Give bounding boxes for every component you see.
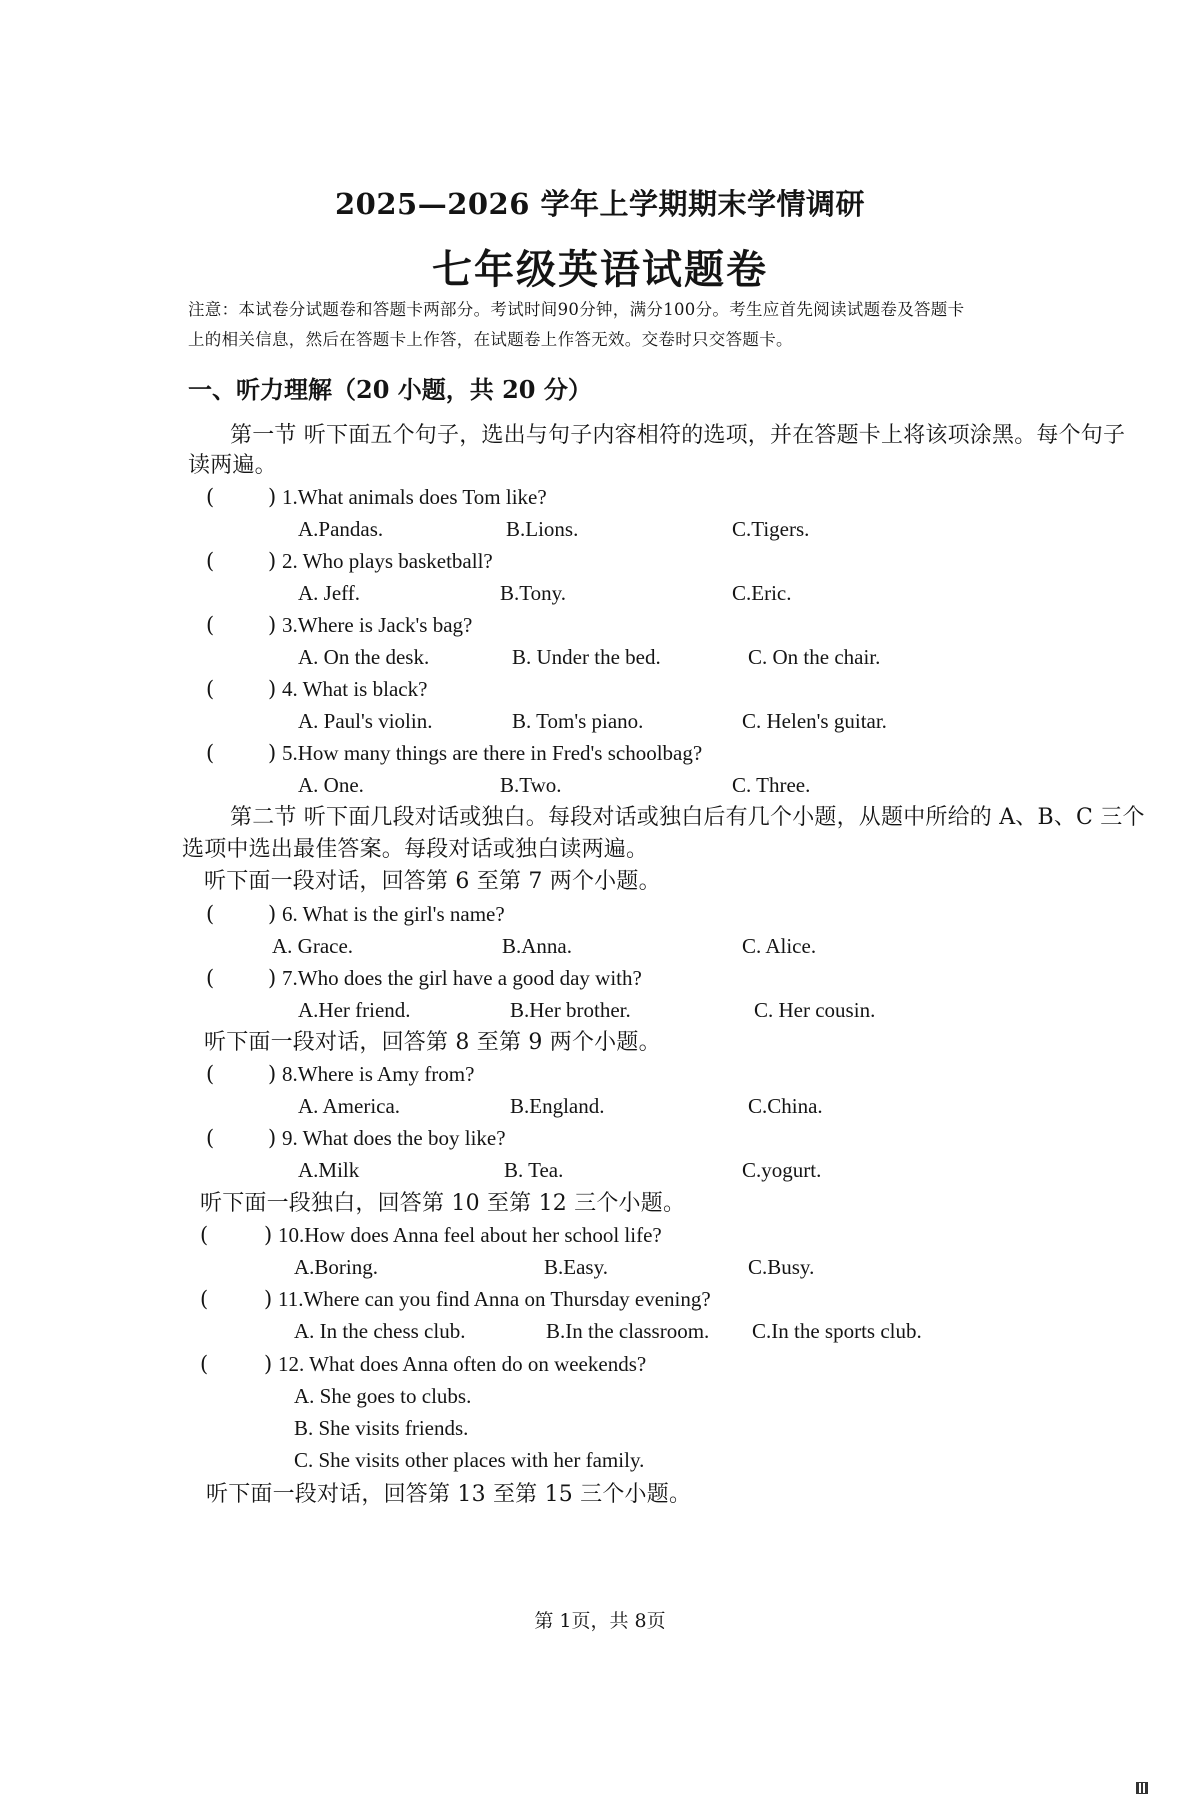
page-number: 第 1页，共 8页 [534, 1610, 666, 1632]
question-text: 8.Where is Amy from? [282, 1062, 475, 1086]
option-c: C.China. [748, 1094, 823, 1118]
option-a: A.Milk [298, 1158, 360, 1182]
answer-bracket-open: ( [206, 902, 215, 926]
answer-bracket-open: ( [200, 1287, 209, 1311]
option-c: C.yogurt. [742, 1158, 822, 1182]
part2-instruction-line-1: 第二节 听下面几段对话或独白。每段对话或独白后有几个小题，从题中所给的 A、B、C 三个 [230, 805, 1145, 830]
option-c: C. Three. [732, 773, 811, 797]
question-text: 2. Who plays basketball? [282, 549, 493, 573]
answer-bracket-open: ( [206, 677, 215, 701]
option-b: B. Tea. [504, 1158, 564, 1182]
option-b: B. She visits friends. [294, 1416, 469, 1440]
option-c: C.Tigers. [732, 517, 810, 541]
answer-bracket-close: ) [268, 966, 277, 990]
answer-bracket-close: ) [268, 741, 277, 765]
question-text: 10.How does Anna feel about her school life? [278, 1223, 662, 1247]
answer-bracket-close: ) [268, 613, 277, 637]
answer-bracket-close: ) [264, 1223, 273, 1247]
option-a: A.Her friend. [298, 998, 411, 1022]
option-a: A. In the chess club. [294, 1319, 466, 1343]
answer-bracket-close: ) [268, 677, 277, 701]
answer-bracket-close: ) [264, 1287, 273, 1311]
option-c: C. Alice. [742, 934, 817, 958]
qr-code-icon [1136, 1782, 1148, 1794]
question-text: 9. What does the boy like? [282, 1126, 506, 1150]
question-text: 4. What is black? [282, 677, 428, 701]
option-c: C. Her cousin. [754, 998, 876, 1022]
question-text: 6. What is the girl's name? [282, 902, 505, 926]
option-b: B.Tony. [500, 581, 567, 605]
exam-subtitle: 七年级英语试题卷 [432, 246, 768, 293]
option-a: A.Pandas. [298, 517, 384, 541]
option-b: B. Under the bed. [512, 645, 661, 669]
option-c: C. On the chair. [748, 645, 881, 669]
question-text: 1.What animals does Tom like? [282, 485, 547, 509]
answer-bracket-open: ( [206, 1126, 215, 1150]
part1-instruction-line-2: 读两遍。 [188, 453, 277, 478]
option-b: B.In the classroom. [546, 1319, 710, 1343]
option-b: B.Two. [500, 773, 562, 797]
answer-bracket-close: ) [264, 1352, 273, 1376]
question-text: 11.Where can you find Anna on Thursday evening? [278, 1287, 711, 1311]
option-b: B.Her brother. [510, 998, 631, 1022]
option-a: A. One. [298, 773, 364, 797]
question-text: 7.Who does the girl have a good day with? [282, 966, 642, 990]
option-a: A. America. [298, 1094, 401, 1118]
answer-bracket-open: ( [206, 741, 215, 765]
answer-bracket-open: ( [206, 966, 215, 990]
question-text: 5.How many things are there in Fred's schoolbag? [282, 741, 703, 765]
option-c: C. Helen's guitar. [742, 709, 887, 733]
option-a: A. Paul's violin. [298, 709, 433, 733]
option-b: B.England. [510, 1094, 605, 1118]
option-c: C.Eric. [732, 581, 792, 605]
answer-bracket-close: ) [268, 1126, 277, 1150]
answer-bracket-open: ( [206, 485, 215, 509]
answer-bracket-close: ) [268, 485, 277, 509]
option-c: C.Busy. [748, 1255, 815, 1279]
option-a: A. Grace. [272, 934, 354, 958]
part1-instruction-line-1: 第一节 听下面五个句子，选出与句子内容相符的选项，并在答题卡上将该项涂黑。每个句子 [230, 423, 1126, 448]
notice-line-1: 注意：本试卷分试题卷和答题卡两部分。考试时间90分钟，满分100分。考生应首先阅读试题卷及答题卡 [188, 300, 965, 319]
option-a: A. On the desk. [298, 645, 430, 669]
answer-bracket-close: ) [268, 902, 277, 926]
dialogue-intro-13-15: 听下面一段对话，回答第 13 至第 15 三个小题。 [206, 1482, 692, 1507]
option-b: B.Easy. [544, 1255, 608, 1279]
dialogue-intro-6-7: 听下面一段对话，回答第 6 至第 7 两个小题。 [204, 869, 661, 894]
exam-title: 2025—2026 学年上学期期末学情调研 [334, 187, 866, 221]
answer-bracket-open: ( [206, 549, 215, 573]
question-text: 12. What does Anna often do on weekends? [278, 1352, 647, 1376]
option-a: A. She goes to clubs. [294, 1384, 472, 1408]
answer-bracket-open: ( [200, 1223, 209, 1247]
section-heading-listening: 一、听力理解（20 小题，共 20 分） [188, 375, 592, 404]
option-c: C.In the sports club. [752, 1319, 922, 1343]
dialogue-intro-8-9: 听下面一段对话，回答第 8 至第 9 两个小题。 [204, 1030, 661, 1055]
notice-line-2: 上的相关信息，然后在答题卡上作答，在试题卷上作答无效。交卷时只交答题卡。 [188, 330, 793, 349]
option-a: A. Jeff. [298, 581, 361, 605]
answer-bracket-close: ) [268, 1062, 277, 1086]
answer-bracket-open: ( [200, 1352, 209, 1376]
option-b: B.Lions. [506, 517, 579, 541]
option-a: A.Boring. [294, 1255, 378, 1279]
question-text: 3.Where is Jack's bag? [282, 613, 473, 637]
answer-bracket-open: ( [206, 613, 215, 637]
monologue-intro-10-12: 听下面一段独白，回答第 10 至第 12 三个小题。 [200, 1191, 686, 1216]
option-b: B.Anna. [502, 934, 572, 958]
part2-instruction-line-2: 选项中选出最佳答案。每段对话或独白读两遍。 [182, 837, 649, 862]
option-b: B. Tom's piano. [512, 709, 644, 733]
answer-bracket-close: ) [268, 549, 277, 573]
option-c: C. She visits other places with her family. [294, 1448, 645, 1472]
answer-bracket-open: ( [206, 1062, 215, 1086]
